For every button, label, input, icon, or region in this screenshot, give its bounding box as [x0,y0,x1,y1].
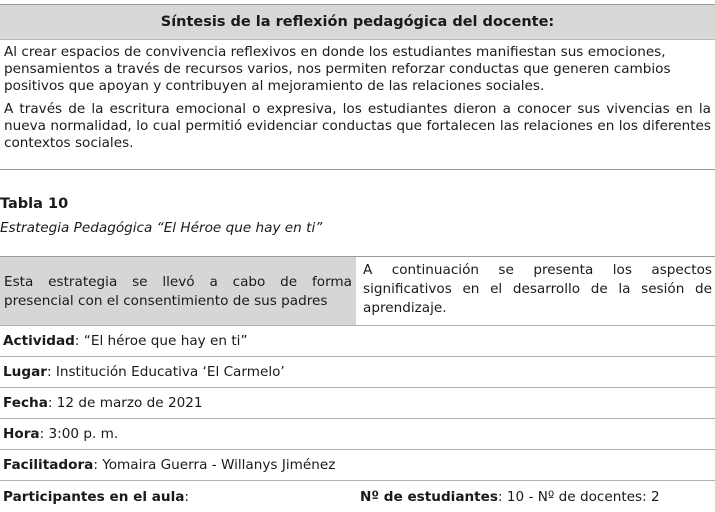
strategy-table [0,256,715,512]
synthesis-heading: Síntesis de la reflexión pedagógica del docente: [0,4,715,40]
participants-cell [3,489,360,505]
table-row [0,388,715,419]
synthesis-section [0,4,715,170]
participants-row [0,481,715,512]
row-label: Lugar [3,364,47,380]
table-row [0,450,715,481]
synthesis-body [0,40,715,152]
table-title: Estrategia Pedagógica “El Héroe que hay en ti” [0,220,323,236]
students-value: : 10 - Nº de docentes: 2 [498,488,660,505]
row-label: Actividad [3,333,75,349]
synthesis-paragraph-2: A través de la escritura emocional o expresiva, los estudiantes dieron a conocer sus vivencias en la nueva normalidad, lo cual permitió evidenciar conductas que fortalecen las relaciones en los diferentes contextos sociales. [4,101,711,151]
row-value: : Institución Educativa ‘El Carmelo’ [46,364,285,380]
intro-row [0,257,715,326]
participants-label: Participantes en el aula [3,488,185,505]
row-label: Fecha [3,395,48,411]
intro-right-cell: A continuación se presenta los aspectos significativos en el desarrollo de la sesión de aprendizaje. [363,262,712,316]
students-label: Nº de estudiantes [360,488,498,505]
intro-left-cell: Esta estrategia se llevó a cabo de forma presencial con el consentimiento de sus padres [0,257,356,325]
row-label: Hora [3,426,40,442]
synthesis-paragraph-1: Al crear espacios de convivencia reflexivos en donde los estudiantes manifiestan sus emociones, pensamientos a través de recursos varios, nos permiten reforzar conductas que generen cambios positivos que apoyan y contribuyen al mejoramiento de las relaciones sociales. [4,44,671,94]
row-value: : 12 de marzo de 2021 [47,395,203,411]
students-cell [360,489,715,505]
row-label: Facilitadora [3,457,94,473]
table-row [0,357,715,388]
table-row [0,419,715,450]
table-number: Tabla 10 [0,196,69,212]
table-row [0,326,715,357]
participants-value: : [184,488,189,505]
row-value: : 3:00 p. m. [39,426,119,442]
row-value: : Yomaira Guerra - Willanys Jiménez [93,457,336,473]
divider [0,169,715,170]
row-value: : “El héroe que hay en ti” [74,333,248,349]
